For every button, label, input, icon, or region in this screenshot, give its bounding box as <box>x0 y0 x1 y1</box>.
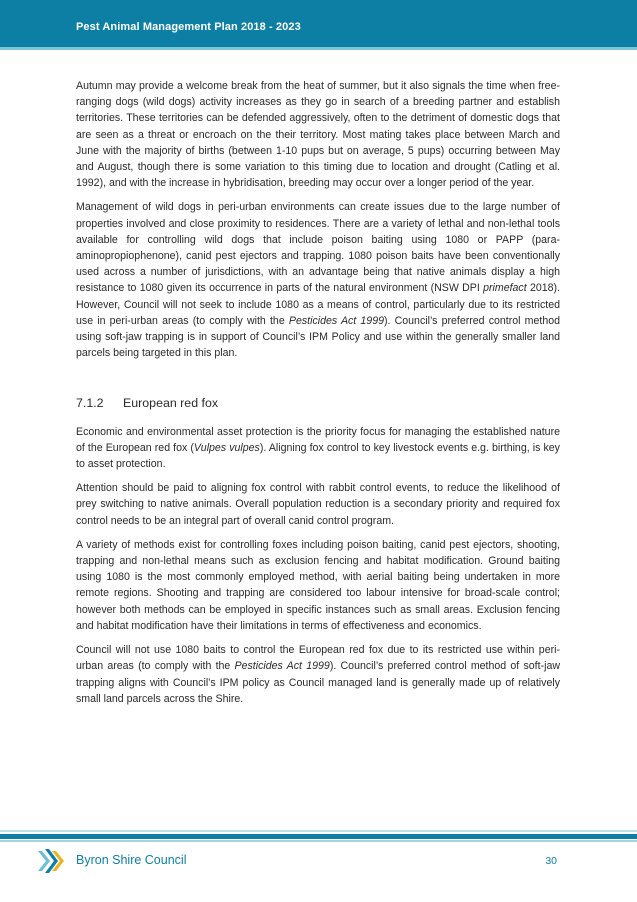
header-rule <box>0 47 637 50</box>
footer-band <box>0 828 637 846</box>
paragraph-fox-control-methods: A variety of methods exist for controlling foxes including poison baiting, canid pest ejectors, shooting, trapping and non-lethal means such as exclusion fencing and habitat modification. Ground baiting using 1080 is the most commonly employed method, with aerial baiting being undertaken in more remote regions. Shooting and trapping are considered too labour intensive for broad-scale control; however both methods can be employed in specific instances such as small areas. Exclusion fencing and habitat modification have their limitations in terms of effectiveness and economics. <box>76 538 560 632</box>
section-heading-european-red-fox <box>76 395 560 411</box>
page-header <box>0 0 637 47</box>
paragraph-fox-asset-protection: Economic and environmental asset protection is the priority focus for managing the established nature of the European red fox (Vulpes vulpes). Aligning fox control to key livestock events e.g. birthing, is key to asset protection. <box>76 425 560 471</box>
byron-shire-logo-icon <box>36 847 66 875</box>
section-number: 7.1.2 <box>76 396 104 411</box>
paragraph-wild-dog-breeding: Autumn may provide a welcome break from the heat of summer, but it also signals the time when free-ranging dogs (wild dogs) activity increases as they go in search of a breeding partner and establish territories. These territories can be defended aggressively, often to the detriment of domestic dogs that are seen as a threat or encroach on the their territory. Most mating takes place between March and June with the majority of births (between 1-10 pups but on average, 5 pups) occurring between May and August, though there is some variation to this timing due to location and drought (Catling et al. 1992), and with the increase in hybridisation, breeding may occur over a longer period of the year. <box>76 80 560 190</box>
header-title: Pest Animal Management Plan 2018 - 2023 <box>76 21 301 33</box>
paragraph-wild-dog-management: Management of wild dogs in peri-urban environments can create issues due to the large number of properties involved and close proximity to residences. There are a variety of lethal and non-lethal tools available for controlling wild dogs that include poison baiting using 1080 or PAPP (para-aminopropiophenone), canid pest ejectors and trapping. 1080 poison baits have been conventionally used across a number of jurisdictions, with an advantage being that native animals display a high resistance to 1080 given its occurrence in parts of the natural environment (NSW DPI primefact 2018). However, Council will not seek to include 1080 as a means of control, particularly due to its restricted use in peri-urban areas (to comply with the Pesticides Act 1999). Council’s preferred control method using soft-jaw trapping is in support of Council’s IPM Policy and use within the generally smaller land parcels being targeted in this plan. <box>76 201 561 360</box>
paragraph-fox-rabbit-alignment: Attention should be paid to aligning fox control with rabbit control events, to reduce the likelihood of prey switching to native animals. Overall population reduction is a secondary priority and required fox control needs to be an integral part of overall canid control program. <box>76 482 560 527</box>
section-title: European red fox <box>123 396 219 411</box>
page-number: 30 <box>545 855 557 867</box>
paragraph-council-fox-policy: Council will not use 1080 baits to control the European red fox due to its restricted use within peri-urban areas (to comply with the Pesticides Act 1999). Council’s preferred control method of soft-jaw trapping aligns with Council’s IPM policy as Council managed land is generally made up of relatively small land parcels across the Shire. <box>76 644 560 705</box>
main-content <box>76 78 560 715</box>
footer-organisation: Byron Shire Council <box>76 853 187 867</box>
